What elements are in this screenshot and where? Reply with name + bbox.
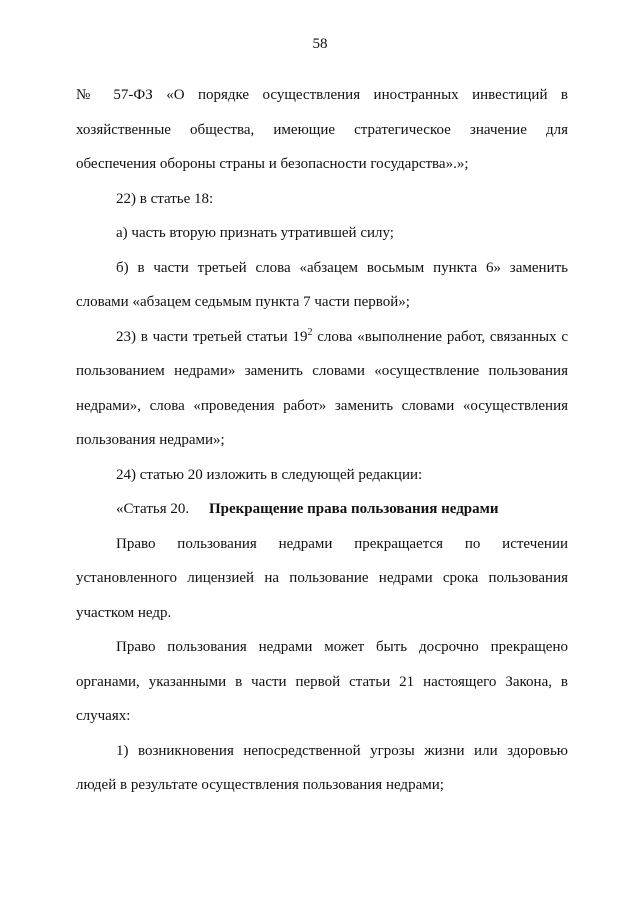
article-label: «Статья 20. bbox=[116, 501, 190, 517]
item-23-text-start: 23) в части третьей статьи 19 bbox=[116, 328, 308, 345]
document-body bbox=[76, 78, 568, 803]
paragraph-item-22: 22) в статье 18: bbox=[116, 190, 214, 207]
superscript-2: 2 bbox=[307, 326, 313, 338]
paragraph-article-20-part-2: Право пользования недрами может быть досрочно прекращено органами, указанными в части первой статьи 21 настоящего Закона, в случаях: bbox=[76, 639, 568, 724]
paragraph-article-20-part-1: Право пользования недрами прекращается по истечении установленного лицензией на пользование недрами срока пользования участком недр. bbox=[76, 535, 568, 621]
paragraph-item-23 bbox=[76, 320, 568, 458]
item-23-text-end: слова «выполнение работ, связанных с пользованием недрами» заменить словами «осуществление пользования недрами», слова «проведения работ» заменить словами «осуществления пользования недрами»; bbox=[76, 328, 568, 448]
paragraph-article-20-case-1: 1) возникновения непосредственной угрозы жизни или здоровью людей в результате осуществления пользования недрами; bbox=[76, 742, 568, 793]
article-heading: Прекращение права пользования недрами bbox=[209, 501, 499, 517]
paragraph-item-22a: а) часть вторую признать утратившей силу; bbox=[116, 225, 394, 241]
paragraph-law-reference: № 57-ФЗ «О порядке осуществления иностранных инвестиций в хозяйственные общества, имеющие стратегическое значение для обеспечения обороны страны и безопасности государства».»; bbox=[76, 87, 568, 172]
paragraph-item-24: 24) статью 20 изложить в следующей редакции: bbox=[116, 466, 423, 483]
article-20-title bbox=[76, 492, 568, 527]
page-number: 58 bbox=[312, 36, 328, 52]
paragraph-item-22b: б) в части третьей слова «абзацем восьмым пункта 6» заменить словами «абзацем седьмым пункта 7 части первой»; bbox=[76, 259, 568, 310]
